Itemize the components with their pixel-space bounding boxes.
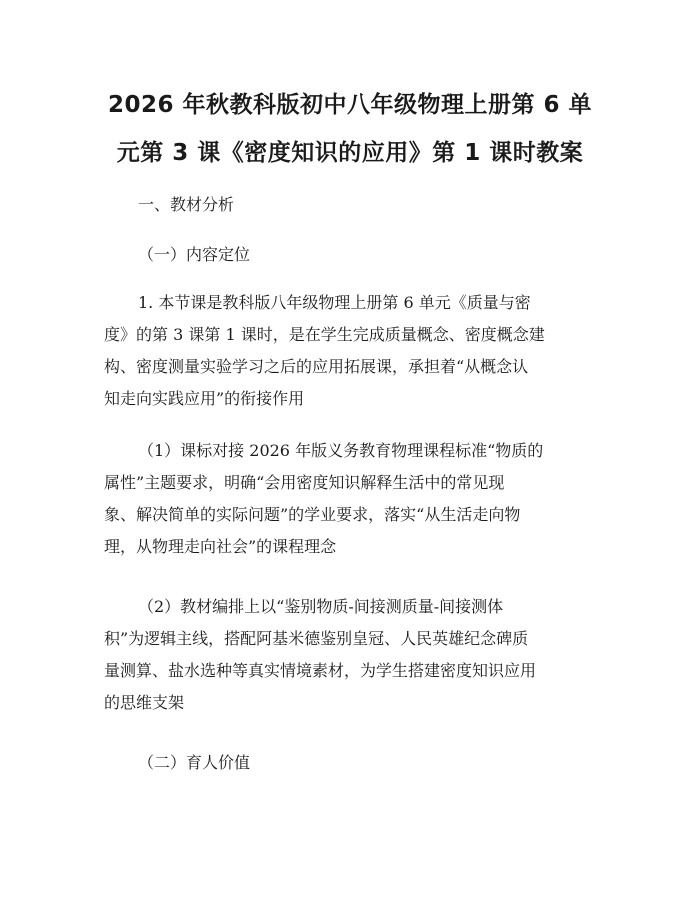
section-heading-teaching-material-analysis: 一、教材分析 [138,195,235,214]
paragraph-3-line: （2）教材编排上以“鉴别物质-间接测质量-间接测体 [138,597,504,616]
subsection-heading-content-positioning: （一）内容定位 [138,245,251,264]
subsection-heading-educational-value: （二）育人价值 [138,753,251,772]
paragraph-1-line: 1. 本节课是教科版八年级物理上册第 6 单元《质量与密 [138,293,531,312]
paragraph-1-line: 度》的第 3 课第 1 课时，是在学生完成质量概念、密度概念建 [104,325,545,344]
paragraph-3-line: 积”为逻辑主线，搭配阿基米德鉴别皇冠、人民英雄纪念碑质 [104,629,529,648]
paragraph-2-line: 属性”主题要求，明确“会用密度知识解释生活中的常见现 [104,473,505,492]
paragraph-2-line: 象、解决简单的实际问题”的学业要求，落实“从生活走向物 [104,505,521,524]
paragraph-3-line: 量测算、盐水选种等真实情境素材，为学生搭建密度知识应用 [104,661,537,680]
paragraph-1-line: 知走向实践应用”的衔接作用 [104,389,305,408]
document-title-line-2: 元第 3 课《密度知识的应用》第 1 课时教案 [116,140,584,166]
paragraph-2-line: 理，从物理走向社会”的课程理念 [104,537,337,556]
paragraph-2-line: （1）课标对接 2026 年版义务教育物理课程标准“物质的 [138,441,544,460]
paragraph-3-line: 的思维支架 [104,693,185,712]
document-title-line-1: 2026 年秋教科版初中八年级物理上册第 6 单 [107,92,593,118]
paragraph-1-line: 构、密度测量实验学习之后的应用拓展课，承担着“从概念认 [104,357,529,376]
